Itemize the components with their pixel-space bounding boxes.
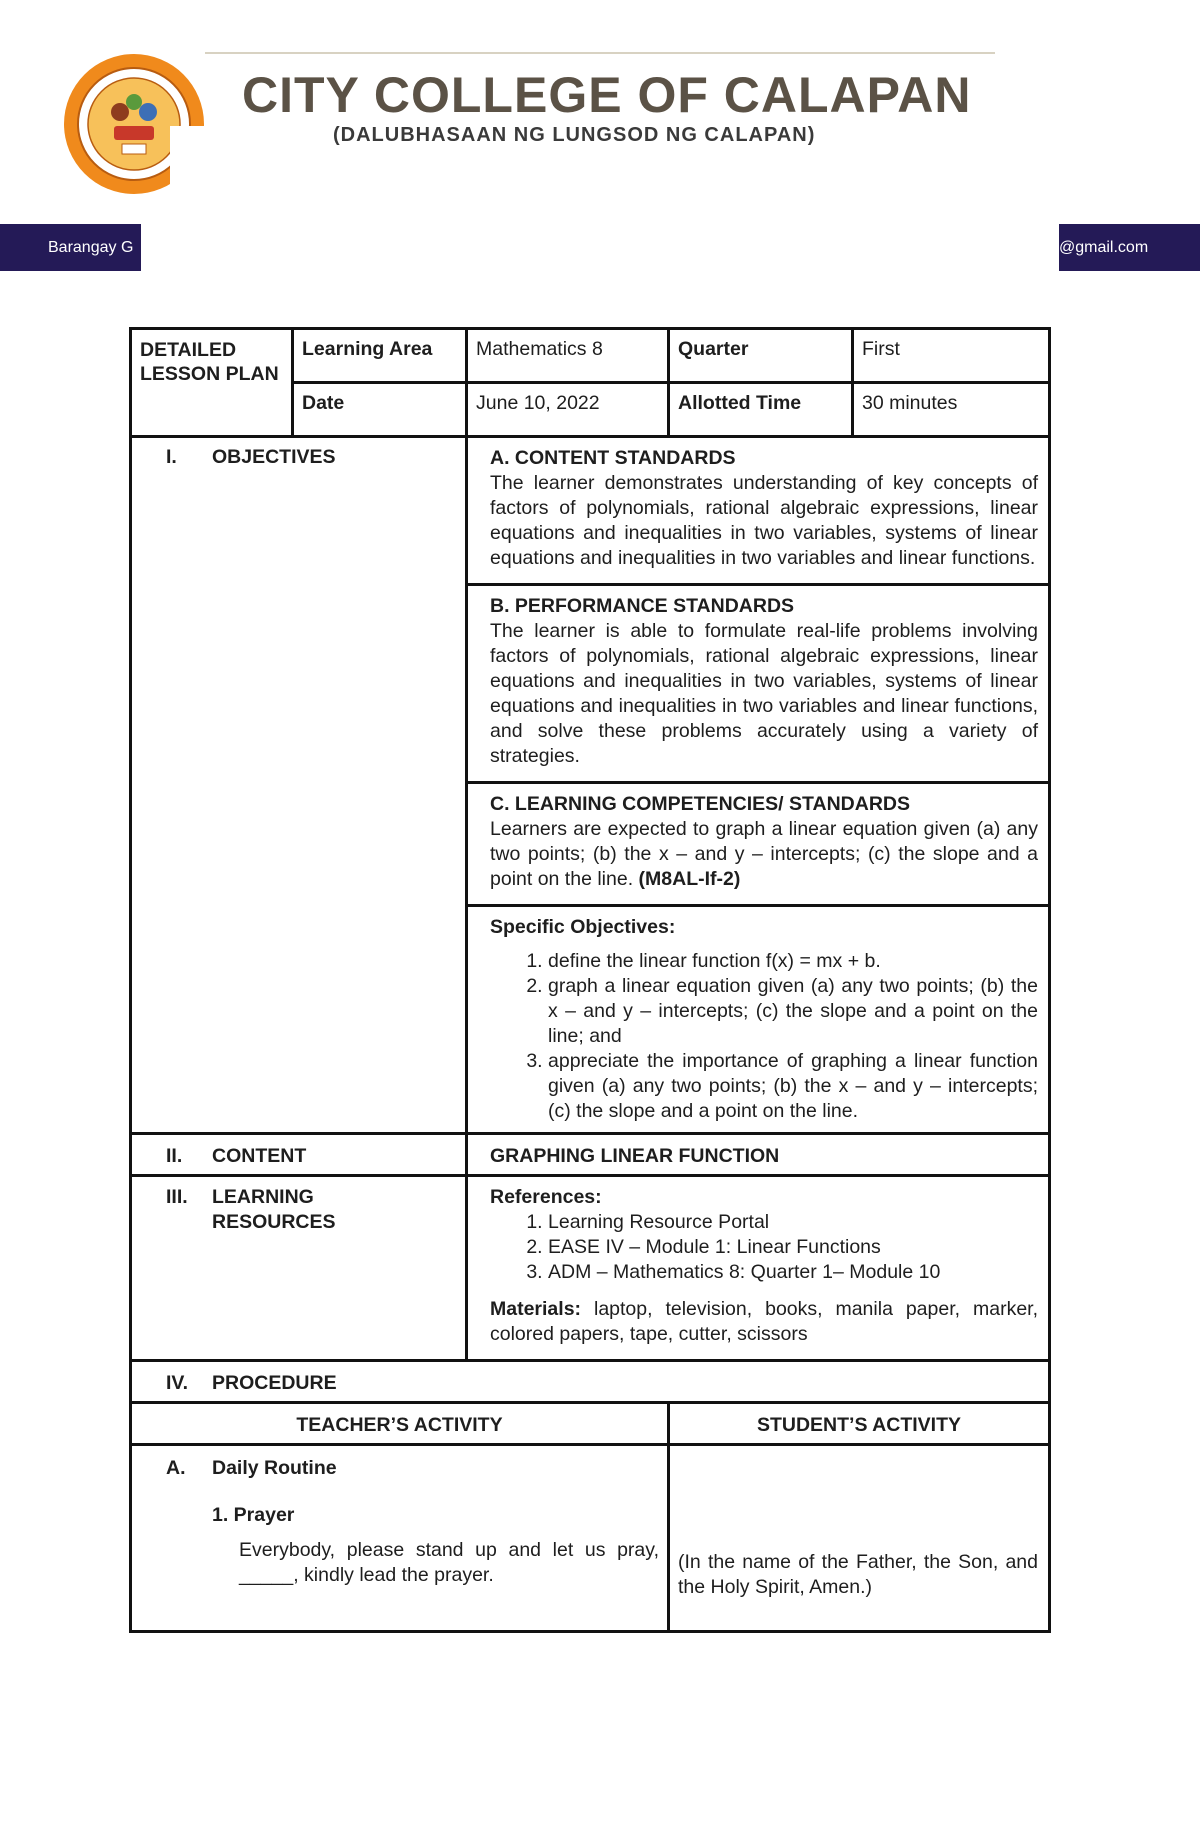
- resources-label-cell: [131, 1176, 467, 1361]
- materials-title: Materials:: [490, 1298, 582, 1320]
- date-value: June 10, 2022: [467, 383, 669, 437]
- performance-standards-text: The learner is able to formulate real-life problems involving factors of polynomials, rational algebraic expressions, linear equations and inequalities in two variables, systems of linear equations and inequalities in two variables and linear functions, and solve these problems accurately using a variety of strategies.: [490, 620, 1038, 767]
- allotted-time-label: Allotted Time: [669, 383, 853, 437]
- resources-row: [131, 1176, 1050, 1361]
- performance-standards-cell: [467, 585, 1050, 783]
- specific-objectives-title: Specific Objectives:: [490, 916, 676, 938]
- date-label: Date: [293, 383, 467, 437]
- college-name: CITY COLLEGE OF CALAPAN: [242, 67, 972, 123]
- daily-routine-row: [131, 1445, 1050, 1632]
- specific-objectives-cell: [467, 906, 1050, 1134]
- teacher-activity-header: TEACHER’S ACTIVITY: [131, 1403, 669, 1445]
- materials-line: [490, 1297, 1038, 1347]
- college-subtitle: (DALUBHASAAN NG LUNGSOD NG CALAPAN): [333, 124, 816, 146]
- daily-routine-heading: [132, 1456, 659, 1481]
- resources-label-1: LEARNING: [212, 1186, 314, 1208]
- objectives-label: OBJECTIVES: [212, 446, 336, 468]
- content-row: [131, 1134, 1050, 1176]
- competencies-body: [490, 817, 1038, 892]
- prayer-title: 1. Prayer: [212, 1504, 295, 1526]
- objectives-number: I.: [166, 446, 177, 468]
- content-standards-title: A. CONTENT STANDARDS: [490, 447, 736, 469]
- content-standards-cell: [467, 437, 1050, 585]
- list-item: 1. define the linear function f(x) = mx + b.: [548, 949, 1038, 974]
- email-text: @gmail.com: [1059, 239, 1149, 256]
- student-activity-header: STUDENT’S ACTIVITY: [669, 1403, 1050, 1445]
- prayer-student-text: (In the name of the Father, the Son, and the Holy Spirit, Amen.): [678, 1551, 1038, 1598]
- list-item: 3. appreciate the importance of graphing a linear function given (a) any two points; (b) the x – and y – intercepts; (c) the slope and a point on the line.: [548, 1049, 1038, 1124]
- specific-objectives-list: [490, 949, 1038, 1124]
- address-banner: Barangay G: [0, 224, 141, 271]
- teacher-activity-cell: [131, 1445, 669, 1632]
- email-banner: [1059, 224, 1200, 271]
- list-item: 2. graph a linear equation given (a) any two points; (b) the x – and y – intercepts; (c) the slope and a point on the line; and: [548, 974, 1038, 1049]
- procedure-number: IV.: [166, 1372, 189, 1394]
- references-title: References:: [490, 1186, 602, 1208]
- performance-standards-title: B. PERFORMANCE STANDARDS: [490, 595, 795, 617]
- procedure-row: [131, 1361, 1050, 1403]
- competencies-cell: [467, 783, 1050, 906]
- resources-cell: [467, 1176, 1050, 1361]
- list-item: 2. EASE IV – Module 1: Linear Functions: [548, 1235, 1038, 1260]
- content-standards-text: The learner demonstrates understanding of key concepts of factors of polynomials, rational algebraic expressions, linear equations and inequalities in two variables, systems of linear equations and inequalities in two variables and linear functions.: [490, 472, 1038, 569]
- allotted-time-value: 30 minutes: [853, 383, 1050, 437]
- prayer-teacher-text: Everybody, please stand up and let us pray, _____, kindly lead the prayer.: [239, 1539, 659, 1586]
- content-number: II.: [166, 1145, 183, 1167]
- objectives-row-a: [131, 437, 1050, 585]
- procedure-label-cell: [131, 1361, 1050, 1403]
- learning-area-label: Learning Area: [293, 329, 467, 383]
- plan-title: [131, 329, 293, 437]
- plan-header-row-1: [131, 329, 1050, 383]
- lesson-plan-table: [129, 327, 1051, 1633]
- references-list: [490, 1210, 1038, 1285]
- header-rule: [205, 52, 995, 54]
- quarter-label: Quarter: [669, 329, 853, 383]
- list-item: 3. ADM – Mathematics 8: Quarter 1– Module 10: [548, 1260, 1038, 1285]
- resources-number: III.: [166, 1186, 188, 1208]
- competencies-text: Learners are expected to graph a linear equation given (a) any two points; (b) the x – and y – intercepts; (c) the slope and a point on the line.: [490, 818, 1038, 890]
- content-value: GRAPHING LINEAR FUNCTION: [467, 1134, 1050, 1176]
- list-item: 1. Learning Resource Portal: [548, 1210, 1038, 1235]
- quarter-value: First: [853, 329, 1050, 383]
- learning-area-value: Mathematics 8: [467, 329, 669, 383]
- content-label-cell: [131, 1134, 467, 1176]
- daily-routine-letter: A.: [166, 1457, 186, 1479]
- objectives-label-cell: [131, 437, 467, 1134]
- content-label: CONTENT: [212, 1145, 307, 1167]
- college-seal-logo: [62, 52, 206, 196]
- daily-routine-title: Daily Routine: [212, 1457, 337, 1479]
- materials-text: laptop, television, books, manila paper, marker, colored papers, tape, cutter, scissors: [490, 1298, 1038, 1345]
- competencies-code: (M8AL-If-2): [638, 868, 741, 890]
- student-activity-cell: [669, 1445, 1050, 1632]
- procedure-header-row: [131, 1403, 1050, 1445]
- resources-label-2: RESOURCES: [212, 1211, 336, 1233]
- procedure-label: PROCEDURE: [212, 1372, 337, 1394]
- plan-title-text: DETAILED LESSON PLAN: [140, 339, 279, 385]
- competencies-title: C. LEARNING COMPETENCIES/ STANDARDS: [490, 793, 910, 815]
